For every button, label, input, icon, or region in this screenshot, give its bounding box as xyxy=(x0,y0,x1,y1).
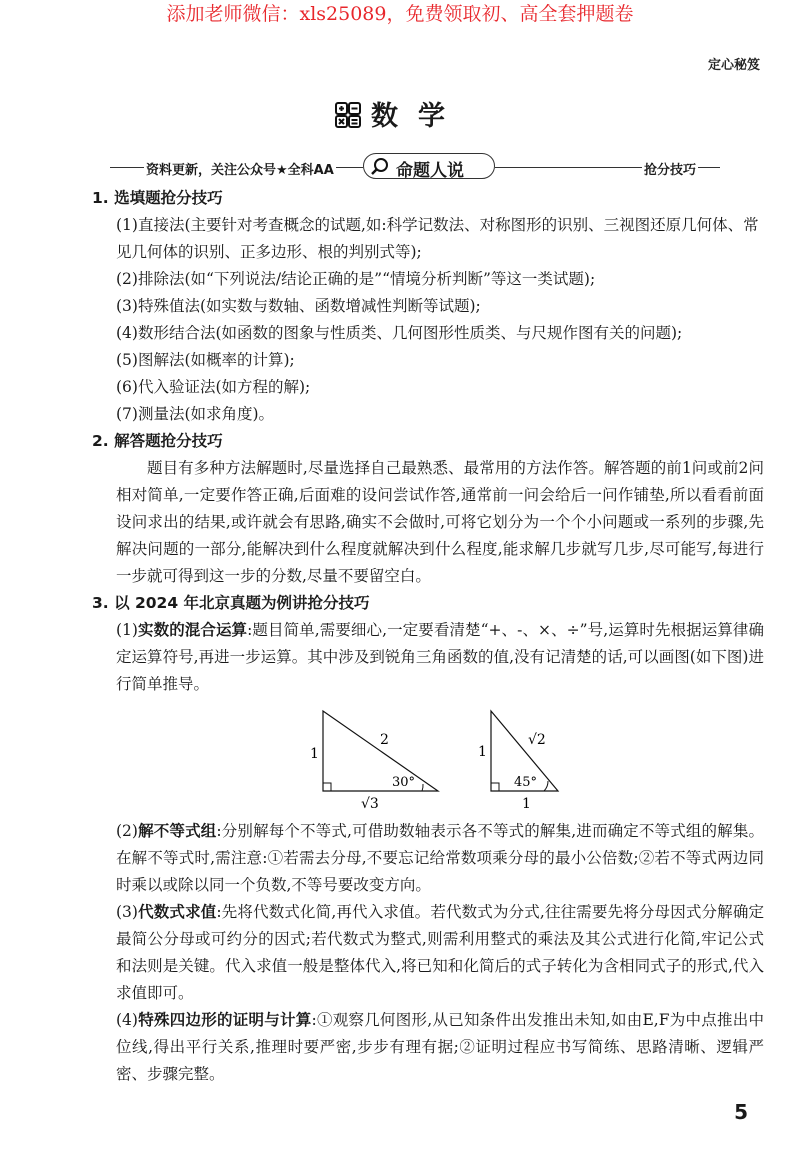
section-heading-2: 2. 解答题抢分技巧 xyxy=(92,432,223,450)
section-pill xyxy=(363,153,495,179)
list-item: (2)排除法(如“下列说法/结论正确的是”“情境分析判断”等这一类试题); xyxy=(116,270,596,288)
tip-2 xyxy=(92,818,764,899)
tip-label: (4) xyxy=(116,1011,138,1029)
tri1-bottom-label: √3 xyxy=(361,796,379,812)
tri2-bottom-label: 1 xyxy=(522,796,531,812)
list-item: (4)数形结合法(如函数的图象与性质类、几何图形性质类、与尺规作图有关的问题); xyxy=(116,324,683,342)
tip-4-text: :①观察几何图形,从已知条件出发推出未知,如由E,F为中点推出中位线,得出平行关系,推理时要严密,步步有理有据;②证明过程应书写简练、思路清晰、逻辑严密、步骤完整。 xyxy=(116,1011,764,1083)
tip-4-title: 特殊四边形的证明与计算 xyxy=(137,1011,312,1029)
triangle-diagrams xyxy=(92,704,764,814)
list-item: (3)特殊值法(如实数与数轴、函数增减性判断等试题); xyxy=(116,297,481,315)
page-number: 5 xyxy=(734,1100,748,1124)
running-header: 定心秘笈 xyxy=(707,58,760,73)
list-item: (7)测量法(如求角度)。 xyxy=(116,405,275,423)
tip-3 xyxy=(92,899,764,1007)
section-heading-1: 1. 选填题抢分技巧 xyxy=(92,189,223,207)
tri2-angle-label: 45° xyxy=(514,775,538,790)
abacus-icon xyxy=(335,102,361,128)
section-heading-3: 3. 以 2024 年北京真题为例讲抢分技巧 xyxy=(92,594,370,612)
triangle-45-45-90 xyxy=(470,704,570,812)
main-content xyxy=(92,185,764,1088)
tip-1 xyxy=(92,617,764,698)
tri2-left-label: 1 xyxy=(478,744,487,760)
list-item: (5)图解法(如概率的计算); xyxy=(116,351,295,369)
list-item: (1)直接法(主要针对考查概念的试题,如:科学记数法、对称图形的识别、三视图还原几何体、常见几何体的识别、正多边形、根的判别式等); xyxy=(116,216,759,261)
tip-label: (3) xyxy=(116,903,138,921)
tri1-left-label: 1 xyxy=(310,746,319,762)
subject-title-text: 数学 xyxy=(371,101,465,132)
tip-label: (2) xyxy=(116,822,138,840)
triangle-30-60-90 xyxy=(302,704,442,812)
section-bar xyxy=(110,152,720,182)
tip-label: (1) xyxy=(116,621,138,639)
tri2-hyp-label: √2 xyxy=(528,732,546,748)
section-pill-text: 命题人说 xyxy=(396,161,464,181)
magnifier-icon xyxy=(370,157,390,177)
tri1-angle-label: 30° xyxy=(392,775,416,790)
section-bar-left-text: 资料更新，关注公众号★全科AA xyxy=(144,159,336,178)
promo-banner: 添加老师微信：xls25089，免费领取初、高全套押题卷 xyxy=(166,3,634,25)
list-item: (6)代入验证法(如方程的解); xyxy=(116,378,311,396)
tip-3-title: 代数式求值 xyxy=(137,903,217,921)
section-bar-right-text: 抢分技巧 xyxy=(642,159,698,178)
tip-4 xyxy=(92,1007,764,1088)
tip-3-text: :先将代数式化简,再代入求值。若代数式为分式,往往需要先将分母因式分解确定最简公分母或可约分的因式;若代数式为整式,则需利用整式的乘法及其公式进行化简,牢记公式和法则是关键。代入求值一般是整体代入,将已知和化简后的式子转化为含相同式子的形式,代入求值即可。 xyxy=(116,903,764,1002)
tip-2-title: 解不等式组 xyxy=(137,822,217,840)
section-2-paragraph: 题目有多种方法解题时,尽量选择自己最熟悉、最常用的方法作答。解答题的前1问或前2问相对简单,一定要作答正确,后面难的设问尝试作答,通常前一问会给后一问作铺垫,所以看看前面设问求出的结果,或许就会有思路,确实不会做时,可将它划分为一个个小问题或一系列的步骤,先解决问题的一部分,能解决到什么程度就解决到什么程度,能求解几步就写几步,尽可能写,每进行一步就可得到这一步的分数,尽量不要留空白。 xyxy=(116,459,764,585)
tri1-hyp-label: 2 xyxy=(380,732,389,748)
tip-2-text: :分别解每个不等式,可借助数轴表示各不等式的解集,进而确定不等式组的解集。在解不等式时,需注意:①若需去分母,不要忘记给常数项乘分母的最小公倍数;②若不等式两边同时乘以或除以同一个负数,不等号要改变方向。 xyxy=(116,822,764,894)
subject-title xyxy=(0,94,800,133)
tip-1-text: :题目简单,需要细心,一定要看清楚“+、-、×、÷”号,运算时先根据运算律确定运算符号,再进一步运算。其中涉及到锐角三角函数的值,没有记清楚的话,可以画图(如下图)进行简单推导。 xyxy=(116,621,764,693)
tip-1-title: 实数的混合运算 xyxy=(137,621,248,639)
